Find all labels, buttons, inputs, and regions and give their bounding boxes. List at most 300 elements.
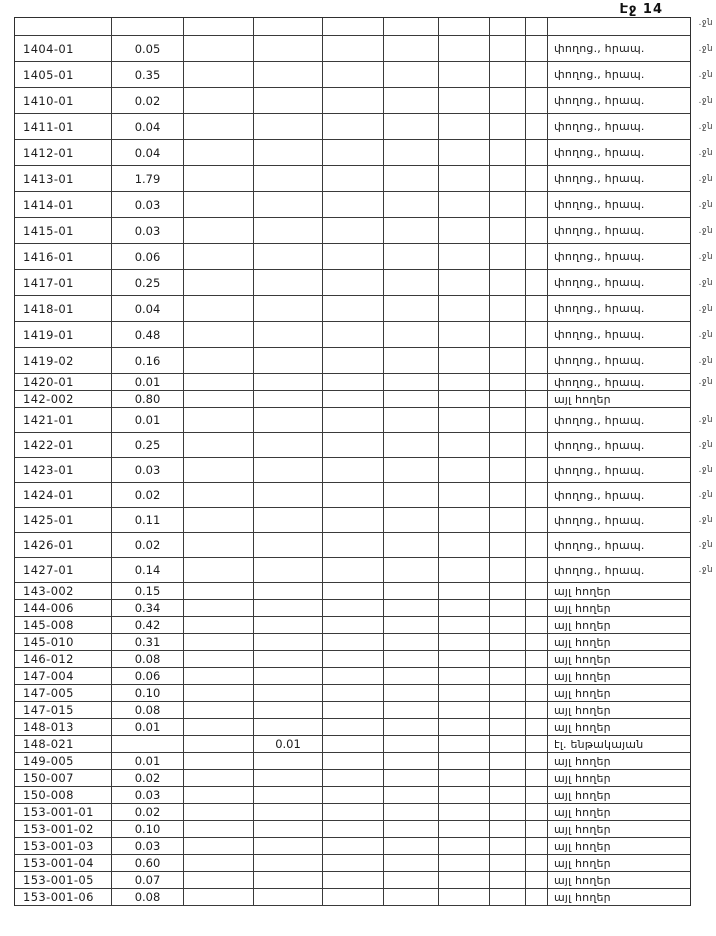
cell-parcel-id: 147-015 [15,702,112,718]
cell-parcel-id: 153-001-01 [15,804,112,820]
cell-empty [384,88,439,113]
cell-area-value: 0.01 [112,719,184,735]
cell-empty [490,533,526,557]
cell-empty [439,533,490,557]
cell-land-use-type: այլ հողեր [554,720,611,734]
cell-area-value: 0.06 [112,244,184,269]
cell-empty [184,600,254,616]
cell-empty [526,374,548,390]
cell-empty [384,668,439,684]
cell-empty [323,719,384,735]
cell-empty [323,533,384,557]
cell-empty [439,270,490,295]
cell-empty [526,62,548,87]
cell-empty [184,433,254,457]
cell-empty [439,583,490,599]
cell-land-use-type: փողոց., հրապ. [554,250,645,263]
cell-empty [384,889,439,905]
table-row [15,508,713,533]
cell-empty [323,374,384,390]
cell-land-use-type: փողոց., հրապ. [554,463,645,477]
cell-empty [526,114,548,139]
cell-empty [184,244,254,269]
cell-empty [323,296,384,321]
cell-parcel-id: 1420-01 [15,374,112,390]
cell-empty [323,140,384,165]
cell-land-use-type: փողոց., հրապ. [554,42,645,55]
margin-note-fragment: .ջն [698,515,713,525]
cell-area-value: 0.02 [112,483,184,507]
cell-parcel-id: 1410-01 [15,88,112,113]
table-row [15,651,690,668]
cell-empty [439,787,490,803]
cell-parcel-id: 153-001-03 [15,838,112,854]
cell-empty [490,114,526,139]
margin-note-fragment: .ջն [698,355,713,366]
margin-note-fragment: .ջն [698,18,713,29]
cell-parcel-id: 1424-01 [15,483,112,507]
cell-empty [526,855,548,871]
cell-empty [490,855,526,871]
cell-parcel-id: 1425-01 [15,508,112,532]
cell-area-value: 0.14 [112,558,184,582]
cell-empty [490,508,526,532]
cell-empty [439,804,490,820]
cell-area-value-alt [254,787,323,803]
cell-empty [184,533,254,557]
cell-land-use-type: այլ հողեր [554,669,611,683]
cell-empty [439,114,490,139]
table-row [15,374,713,391]
cell-empty [184,651,254,667]
table-row [15,685,690,702]
cell-empty [384,270,439,295]
table-row [15,558,713,583]
cell-land-use-type: այլ հողեր [554,392,611,406]
cell-empty [384,433,439,457]
table-row [15,166,713,192]
cell-empty [526,719,548,735]
cell-area-value-alt [254,374,323,390]
cell-area-value-alt [254,889,323,905]
cell-empty [439,651,490,667]
cell-empty [439,140,490,165]
margin-note-fragment: .ջն [698,329,713,340]
cell-empty [526,508,548,532]
table-row [15,736,690,753]
table-row [15,855,690,872]
cell-empty [384,651,439,667]
cell-parcel-id: 153-001-05 [15,872,112,888]
cell-empty [184,583,254,599]
cell-empty [439,872,490,888]
margin-note-fragment: .ջն [698,303,713,314]
cell-empty [490,702,526,718]
cell-empty [439,838,490,854]
cell-empty [526,736,548,752]
cell-land-use-type: այլ հողեր [554,601,611,615]
cell-empty [490,634,526,650]
cell-area-value-alt [254,872,323,888]
cell-land-use-type: փողոց., հրապ. [554,198,645,211]
margin-note-fragment: .ջն [698,147,713,158]
cell-land-use-type: այլ հողեր [554,805,611,819]
cell-empty [184,166,254,191]
cell-area-value-alt [254,166,323,191]
cell-empty [490,736,526,752]
cell-empty [323,821,384,837]
margin-note-fragment: .ջն [698,199,713,210]
cell-empty [526,838,548,854]
cell-empty [323,804,384,820]
cell-land-use-type: փողոց., հրապ. [554,146,645,159]
cell-land-use-type: փողոց., հրապ. [554,172,645,185]
cell-empty [323,558,384,582]
cell-area-value-alt [254,296,323,321]
cell-parcel-id: 147-004 [15,668,112,684]
cell-empty [184,855,254,871]
cell-empty [490,838,526,854]
cell-empty [526,634,548,650]
margin-note-fragment: .ջն [698,95,713,106]
cell-land-use-type: փողոց., հրապ. [554,276,645,289]
table-row [15,62,713,88]
cell-parcel-id: 1415-01 [15,218,112,243]
cell-parcel-id [15,18,112,35]
cell-empty [526,391,548,407]
cell-empty [439,600,490,616]
cell-empty [384,140,439,165]
cell-area-value-alt [254,558,323,582]
cell-empty [439,736,490,752]
table-row [15,433,713,458]
margin-note-fragment: .ջն [698,490,713,500]
cell-parcel-id: 144-006 [15,600,112,616]
cell-empty [490,617,526,633]
cell-empty [439,18,490,35]
cell-empty [490,296,526,321]
cell-empty [490,88,526,113]
cell-empty [384,872,439,888]
cell-area-value: 0.03 [112,458,184,482]
table-row [15,88,713,114]
cell-empty [526,218,548,243]
cell-empty [323,270,384,295]
cell-area-value: 0.03 [112,787,184,803]
cell-land-use-type: այլ հողեր [554,890,611,904]
cell-area-value-alt [254,433,323,457]
cell-area-value-alt [254,348,323,373]
cell-parcel-id: 145-008 [15,617,112,633]
cell-empty [439,719,490,735]
cell-area-value: 0.10 [112,685,184,701]
cell-empty [184,558,254,582]
cell-empty [490,753,526,769]
cell-empty [384,533,439,557]
cell-empty [490,787,526,803]
cell-parcel-id: 147-005 [15,685,112,701]
cell-empty [184,62,254,87]
cell-area-value-alt [254,218,323,243]
table-row [15,583,690,600]
cell-land-use-type: փողոց., հրապ. [554,354,645,367]
cell-empty [490,651,526,667]
table-row [15,804,690,821]
cell-empty [526,166,548,191]
cell-empty [439,617,490,633]
cell-empty [490,62,526,87]
table-row [15,889,690,906]
cell-empty [490,244,526,269]
cell-empty [490,18,526,35]
cell-empty [439,322,490,347]
cell-empty [384,391,439,407]
cell-empty [526,296,548,321]
cell-empty [184,889,254,905]
cell-area-value-alt [254,391,323,407]
cell-parcel-id: 1421-01 [15,408,112,432]
cell-area-value: 0.04 [112,140,184,165]
cell-empty [184,668,254,684]
cell-empty [439,685,490,701]
table-row [15,348,713,374]
cell-empty [323,348,384,373]
cell-empty [384,508,439,532]
cell-empty [184,270,254,295]
cell-empty [184,374,254,390]
cell-area-value-alt [254,719,323,735]
cell-empty [384,458,439,482]
cell-empty [439,408,490,432]
cell-area-value: 0.03 [112,218,184,243]
land-parcel-table [14,17,713,906]
cell-area-value-alt [254,408,323,432]
cell-empty [323,322,384,347]
cell-empty [323,838,384,854]
cell-empty [323,18,384,35]
cell-empty [439,753,490,769]
table-row [15,192,713,218]
cell-empty [490,821,526,837]
cell-empty [526,322,548,347]
cell-land-use-type: այլ հողեր [554,635,611,649]
cell-land-use-type: այլ հողեր [554,686,611,700]
cell-empty [439,296,490,321]
cell-empty [384,192,439,217]
cell-area-value: 0.80 [112,391,184,407]
cell-empty [384,218,439,243]
margin-note-fragment: .ջն [698,173,713,184]
table-row [15,668,690,685]
table-row [15,408,713,433]
cell-empty [323,617,384,633]
margin-note-fragment: .ջն [698,415,713,425]
cell-area-value: 0.04 [112,296,184,321]
cell-empty [323,702,384,718]
cell-area-value: 0.01 [112,408,184,432]
cell-empty [439,855,490,871]
table-row [15,634,690,651]
cell-area-value: 0.60 [112,855,184,871]
cell-area-value-alt [254,483,323,507]
cell-land-use-type: այլ հողեր [554,618,611,632]
cell-empty [384,408,439,432]
cell-empty [439,348,490,373]
cell-empty [526,651,548,667]
cell-empty [526,36,548,61]
cell-parcel-id: 1423-01 [15,458,112,482]
cell-empty [526,583,548,599]
cell-empty [526,702,548,718]
cell-empty [184,872,254,888]
cell-area-value-alt [254,583,323,599]
table-row [15,533,713,558]
cell-empty [526,458,548,482]
cell-parcel-id: 150-008 [15,787,112,803]
cell-empty [490,218,526,243]
cell-empty [184,296,254,321]
cell-empty [384,753,439,769]
cell-area-value: 0.16 [112,348,184,373]
cell-empty [184,192,254,217]
margin-note-fragment: .ջն [698,377,713,387]
cell-area-value: 0.02 [112,770,184,786]
table-row [15,872,690,889]
cell-empty [526,804,548,820]
cell-empty [384,483,439,507]
cell-area-value-alt [254,770,323,786]
cell-area-value-alt [254,192,323,217]
cell-land-use-type: այլ հողեր [554,856,611,870]
cell-land-use-type: փողոց., հրապ. [554,513,645,527]
cell-empty [526,668,548,684]
cell-area-value [112,18,184,35]
cell-area-value: 0.34 [112,600,184,616]
table-row [15,838,690,855]
cell-area-value: 0.31 [112,634,184,650]
margin-note-fragment: .ջն [698,251,713,262]
cell-land-use-type [548,18,690,35]
table-row [15,600,690,617]
margin-note-fragment: .ջն [698,43,713,54]
cell-area-value: 0.42 [112,617,184,633]
cell-empty [384,558,439,582]
cell-empty [384,719,439,735]
cell-area-value: 1.79 [112,166,184,191]
cell-empty [490,719,526,735]
cell-area-value: 0.08 [112,702,184,718]
cell-empty [184,821,254,837]
table-row [15,787,690,804]
cell-empty [490,408,526,432]
cell-empty [526,889,548,905]
cell-empty [526,244,548,269]
cell-empty [490,36,526,61]
cell-empty [384,18,439,35]
cell-empty [184,218,254,243]
cell-empty [439,668,490,684]
cell-area-value-alt [254,702,323,718]
cell-area-value: 0.15 [112,583,184,599]
cell-empty [323,685,384,701]
cell-parcel-id: 1416-01 [15,244,112,269]
cell-empty [323,634,384,650]
cell-area-value-alt: 0.01 [254,736,323,752]
cell-area-value: 0.35 [112,62,184,87]
cell-area-value-alt [254,322,323,347]
cell-empty [490,166,526,191]
cell-parcel-id: 1413-01 [15,166,112,191]
table-row [15,322,713,348]
cell-empty [384,838,439,854]
cell-empty [384,787,439,803]
cell-empty [184,753,254,769]
cell-empty [323,651,384,667]
margin-note-fragment: .ջն [698,69,713,80]
cell-area-value-alt [254,668,323,684]
cell-empty [384,736,439,752]
cell-empty [439,36,490,61]
cell-area-value-alt [254,838,323,854]
table-row [15,218,713,244]
cell-parcel-id: 1419-02 [15,348,112,373]
cell-empty [490,322,526,347]
cell-parcel-id: 1404-01 [15,36,112,61]
cell-parcel-id: 1427-01 [15,558,112,582]
cell-empty [490,483,526,507]
cell-empty [439,458,490,482]
cell-empty [384,600,439,616]
cell-empty [323,889,384,905]
cell-empty [490,889,526,905]
cell-empty [439,483,490,507]
cell-land-use-type: փողոց., հրապ. [554,438,645,452]
cell-empty [490,140,526,165]
margin-note-fragment: .ջն [698,465,713,475]
table-row [15,296,713,322]
cell-land-use-type: փողոց., հրապ. [554,224,645,237]
cell-empty [384,685,439,701]
cell-empty [384,855,439,871]
cell-empty [439,558,490,582]
cell-empty [490,685,526,701]
cell-area-value: 0.25 [112,433,184,457]
cell-empty [439,244,490,269]
margin-note-fragment: .ջն [698,565,713,575]
cell-empty [439,88,490,113]
cell-parcel-id: 1405-01 [15,62,112,87]
cell-area-value-alt [254,244,323,269]
cell-land-use-type: այլ հողեր [554,788,611,802]
cell-empty [526,770,548,786]
cell-land-use-type: այլ հողեր [554,584,611,598]
cell-empty [323,583,384,599]
cell-empty [384,770,439,786]
cell-area-value: 0.01 [112,374,184,390]
cell-area-value-alt [254,855,323,871]
cell-area-value-alt [254,270,323,295]
table-row [15,458,713,483]
cell-empty [526,192,548,217]
cell-empty [184,804,254,820]
cell-empty [526,787,548,803]
table-row [15,391,690,408]
cell-empty [439,218,490,243]
cell-land-use-type: փողոց., հրապ. [554,563,645,577]
table-row [15,483,713,508]
table-row [15,702,690,719]
cell-empty [184,140,254,165]
